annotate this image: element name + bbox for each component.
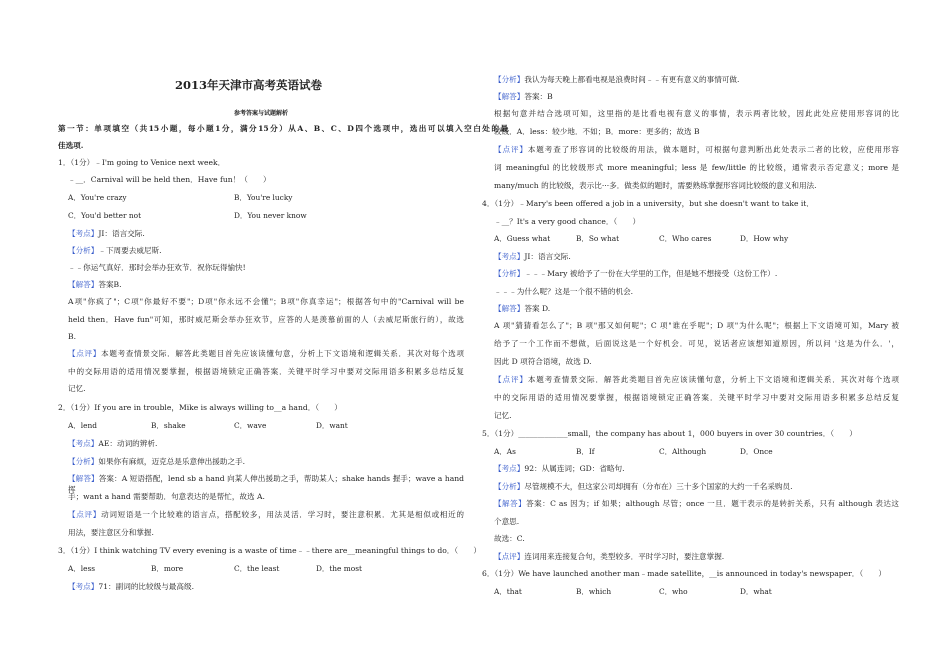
q2-option-c: C．wave (234, 421, 267, 430)
q3-dianping-2: 词 meaningful 的比较级形式 more meaningful；less 是 few/little 的比较级，通常表示否定意义；more 是 (494, 163, 899, 172)
q6-option-a: A．that (494, 587, 522, 596)
q5-kaodian: 【考点】92：从属连词；GD：省略句. (494, 464, 625, 473)
q3-option-d: D．the most (316, 564, 362, 573)
q2-dianping: 【点评】动词短语是一个比较难的语言点，搭配较多，用法灵活．学习时，要注意积累．尤其是相似或相近的 (68, 510, 465, 519)
q1-jieda: 【解答】答案B. (68, 280, 122, 289)
q1-option-c: C．You'd better not (68, 211, 142, 220)
q4-option-b: B．So what (576, 234, 620, 243)
q3-fenxi: 【分析】我认为每天晚上都看电视是浪费时间﹣﹣有更有意义的事情可做. (494, 75, 740, 84)
q2-fenxi: 【分析】如果你有麻烦，迈克总是乐意伸出援助之手. (68, 457, 246, 466)
q1-dianping-2: 中的交际用语的适用情况要掌握，根据语境锁定正确答案．关键平时学习中要对交际用语多积累多总结反复 (68, 367, 464, 376)
page-title: 2013年天津市高考英语试卷 (175, 78, 323, 92)
q5-dianping: 【点评】连词用来连接复合句，类型较多．平时学习时，要注意掌握. (494, 552, 725, 561)
q5-fenxi: 【分析】尽管规模不大，但这家公司却拥有（分布在）三十多个国家的大约一千名采购员. (494, 482, 793, 491)
q5-option-c: C．Although (659, 447, 707, 456)
q2-option-d: D．want (316, 421, 348, 430)
q2-kaodian: 【考点】AE：动词的辨析. (68, 439, 158, 448)
q4-fenxi-2: ﹣﹣﹣为什么呢？这是一个很不错的机会. (494, 287, 634, 296)
q2-option-b: B．shake (151, 421, 186, 430)
q5-option-d: D．Once (740, 447, 773, 456)
question-4-stem: 4．（1分）﹣Mary's been offered a job in a university，but she doesn't want to take it． (482, 199, 814, 208)
q4-dianping-2: 中的交际用语的适用情况要掌握，根据语境锁定正确答案．关键平时学习中要对交际用语多积累多总结反复 (494, 393, 899, 402)
q1-option-d: D．You never know (234, 211, 307, 220)
q6-option-c: C．who (659, 587, 688, 596)
page-subtitle: 参考答案与试题解析 (234, 110, 289, 117)
q1-jieda-4: B. (68, 332, 76, 341)
q1-dianping-3: 记忆. (68, 384, 86, 393)
q6-option-d: D．what (740, 587, 772, 596)
q6-option-b: B．which (576, 587, 612, 596)
q5-option-b: B．If (576, 447, 595, 456)
q4-jieda-4: 因此 D 项符合语境，故选 D. (494, 357, 592, 366)
q3-jieda-2: 根据句意并结合选项可知，这里指的是比看电视有意义的事情，表示两者比较，因此此处应使用形容词的比 (494, 109, 899, 118)
q4-fenxi: 【分析】﹣﹣﹣Mary 被给予了一份在大学里的工作，但是她不想接受（这份工作）. (494, 269, 778, 278)
q3-kaodian: 【考点】71：副词的比较级与最高级. (68, 582, 194, 591)
q3-option-b: B．more (151, 564, 184, 573)
q4-option-a: A．Guess what (494, 234, 551, 243)
section-heading: 第一节：单项填空（共15小题，每小题1分，满分15分）从A、B、C、D四个选项中，选出可以填入空白处的最 (58, 124, 508, 133)
q4-jieda: 【解答】答案 D. (494, 304, 551, 313)
q4-dianping-3: 记忆. (494, 411, 512, 420)
question-4-stem-2: ﹣__？It's a very good chance．（ ） (494, 217, 641, 226)
q5-jieda-3: 故选：C. (494, 534, 525, 543)
q2-dianping-2: 用法，要注意区分和掌握. (68, 528, 154, 537)
q3-dianping: 【点评】本题考查了形容词的比较级的用法，做本题时，可根据句意判断出此处表示二者的比较，应使用形容 (494, 145, 900, 154)
q3-jieda-3: 较级．A．less：较少地．不如；B．more：更多的；故选 B (494, 127, 700, 136)
q1-fenxi: 【分析】﹣下周要去威尼斯. (68, 246, 162, 255)
q1-kaodian: 【考点】JI：语言交际. (68, 229, 145, 238)
q1-jieda-2: A项"你疯了"；C项"你最好不要"；D项"你永远不会懂"；B项"你真幸运"；根据答句中的"Carnival will be (68, 297, 464, 306)
q5-option-a: A．As (494, 447, 516, 456)
q3-option-c: C．the least (234, 564, 280, 573)
q5-jieda: 【解答】答案：C as 因为；if 如果；although 尽管；once 一旦．题干表示的是转折关系，只有 although 表达这 (494, 499, 899, 508)
q1-dianping: 【点评】本题考查情景交际．解答此类题目首先应该读懂句意，分析上下文语境和逻辑关系．其次对每个选项 (68, 349, 465, 358)
q4-dianping: 【点评】本题考查情景交际．解答此类题目首先应该读懂句意，分析上下文语境和逻辑关系．其次对每个选项 (494, 375, 900, 384)
q4-jieda-3: 给予了一个工作而不想做，后面说这是一个好机会．可见，说话者应该想知道原因，所以问 '这是为什么．'， (494, 339, 899, 348)
q1-option-a: A．You're crazy (68, 193, 127, 202)
q4-jieda-2: A 项"猜猜看怎么了"；B 项"那又如何呢"；C 项"谁在乎呢"；D 项"为什么呢"；根据上下文语境可知，Mary 被 (494, 321, 899, 330)
q3-dianping-3: many/much 的比较级，表示比···多．做类似的题时，需要熟练掌握形容词比较级的意义和用法. (494, 181, 817, 190)
q3-option-a: A．less (68, 564, 96, 573)
q1-fenxi-2: ﹣﹣你运气真好．那时会举办狂欢节．祝你玩得愉快! (68, 263, 246, 272)
q4-option-d: D．How why (740, 234, 789, 243)
q1-jieda-3: held then．Have fun"可知，那时威尼斯会举办狂欢节，应答的人是羡慕前面的人（去威尼斯旅行的），故选 (68, 315, 464, 324)
q3-jieda: 【解答】答案：B (494, 92, 553, 101)
question-1-stem: 1．（1分）﹣I'm going to Venice next week． (58, 158, 226, 167)
q2-option-a: A．lend (68, 421, 97, 430)
q4-option-c: C．Who cares (659, 234, 712, 243)
section-heading-cont: 佳选项. (58, 141, 84, 150)
q1-option-b: B．You're lucky (234, 193, 293, 202)
q2-jieda: 【解答】答案：A 短语搭配，lend sb a hand 向某人伸出援助之手，帮助某人；shake hands 握手；wave a hand 挥 (68, 474, 464, 494)
question-3-stem: 3．（1分）I think watching TV every evening is a waste of time﹣﹣there are__meaningful things to do．（ ） (58, 546, 481, 555)
question-6-stem: 6．（1分）We have launched another man﹣made satellite，__is announced in today's newspaper．（ ） (482, 569, 886, 578)
question-5-stem: 5．（1分）_____________small，the company has about 1，000 buyers in over 30 countries．（ ） (482, 429, 857, 438)
q4-kaodian: 【考点】JI：语言交际. (494, 252, 571, 261)
q2-jieda-2: 手；want a hand 需要帮助．句意表达的是帮忙，故选 A. (68, 492, 265, 501)
question-2-stem: 2．（1分）If you are in trouble，Mike is always willing to__a hand．（ ） (58, 403, 342, 412)
question-1-stem-2: ﹣__．Carnival will be held then．Have fun！（ ） (68, 175, 271, 184)
q5-jieda-2: 个意思. (494, 517, 520, 526)
